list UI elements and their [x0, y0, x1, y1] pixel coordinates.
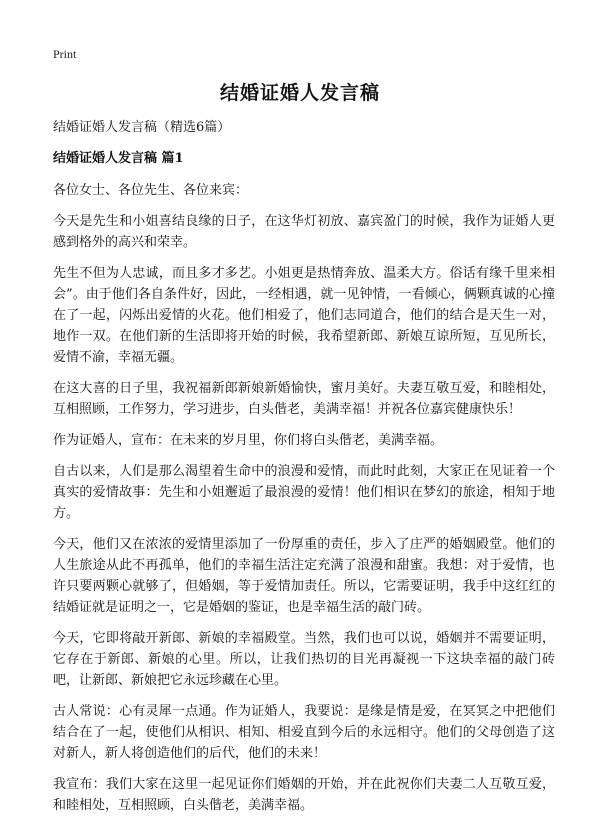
document-subtitle: 结婚证婚人发言稿（精选6篇） — [53, 120, 231, 135]
paragraph: 今天是先生和小姐喜结良缘的日子，在这华灯初放、嘉宾盈门的时候，我作为证婚人更感到格外的高兴和荣幸。 — [53, 214, 555, 250]
document-title: 结婚证婚人发言稿 — [219, 82, 380, 104]
paragraph: 自古以来，人们是那么渴望着生命中的浪漫和爱情，而此时此刻，大家正在见证着一个真实的爱情故事：先生和小姐邂逅了最浪漫的爱情！他们相识在梦幻的旅途，相知于地方。 — [53, 464, 555, 521]
paragraph: 先生不但为人忠诚，而且多才多艺。小姐更是热情奔放、温柔大方。俗话有缘千里来相会”。由于他们各自条件好，因此，一经相遇，就一见钟情，一看倾心，俩颗真诚的心撞在了一起，闪烁出爱情的火花。他们相爱了，他们志同道合，他们的结合是天生一对，地作一双。在他们新的生活即将开始的时候，我希望新郎、新娘互谅所短，互见所长，爱情不渝，幸福无疆。 — [53, 266, 555, 365]
paragraph: 今天，他们又在浓浓的爱情里添加了一份厚重的责任，步入了庄严的婚姻殿堂。他们的人生旅途从此不再孤单，他们的幸福生活注定充满了浪漫和甜蜜。我想：对于爱情，也许只要两颗心就够了，但婚姻，等于爱情加责任。所以，它需要证明，我手中这红红的结婚证就是证明之一，它是婚姻的鉴证，也是幸福生活的敲门砖。 — [53, 537, 555, 615]
print-link[interactable]: Print — [53, 47, 77, 61]
paragraph: 今天，它即将敲开新郎、新娘的幸福殿堂。当然，我们也可以说，婚姻并不需要证明，它存在于新郎、新娘的心里。所以，让我们热切的目光再凝视一下这块幸福的敲门砖吧，让新郎、新娘把它永远珍藏在心里。 — [53, 631, 555, 688]
section-heading: 结婚证婚人发言稿 篇1 — [53, 151, 184, 166]
paragraph: 作为证婚人，宣布：在未来的岁月里，你们将白头偕老，美满幸福。 — [53, 433, 444, 448]
paragraph: 在这大喜的日子里，我祝福新郎新娘新婚愉快，蜜月美好。夫妻互敬互爱，和睦相处，互相照顾，工作努力，学习进步，白头偕老，美满幸福！并祝各位嘉宾健康快乐！ — [53, 381, 555, 417]
paragraph: 古人常说：心有灵犀一点通。作为证婚人，我要说：是缘是情是爱，在冥冥之中把他们结合在了一起，使他们从相识、相知、相爱直到今后的永远相守。他们的父母创造了这对新人，新人将创造他们的后代，他们的未来！ — [53, 704, 555, 761]
paragraph-greeting: 各位女士、各位先生、各位来宾： — [53, 183, 249, 198]
paragraph: 我宣布：我们大家在这里一起见证你们婚姻的开始，并在此祝你们夫妻二人互敬互爱，和睦相处，互相照顾，白头偕老，美满幸福。 — [53, 777, 555, 813]
document-body — [53, 118, 555, 826]
